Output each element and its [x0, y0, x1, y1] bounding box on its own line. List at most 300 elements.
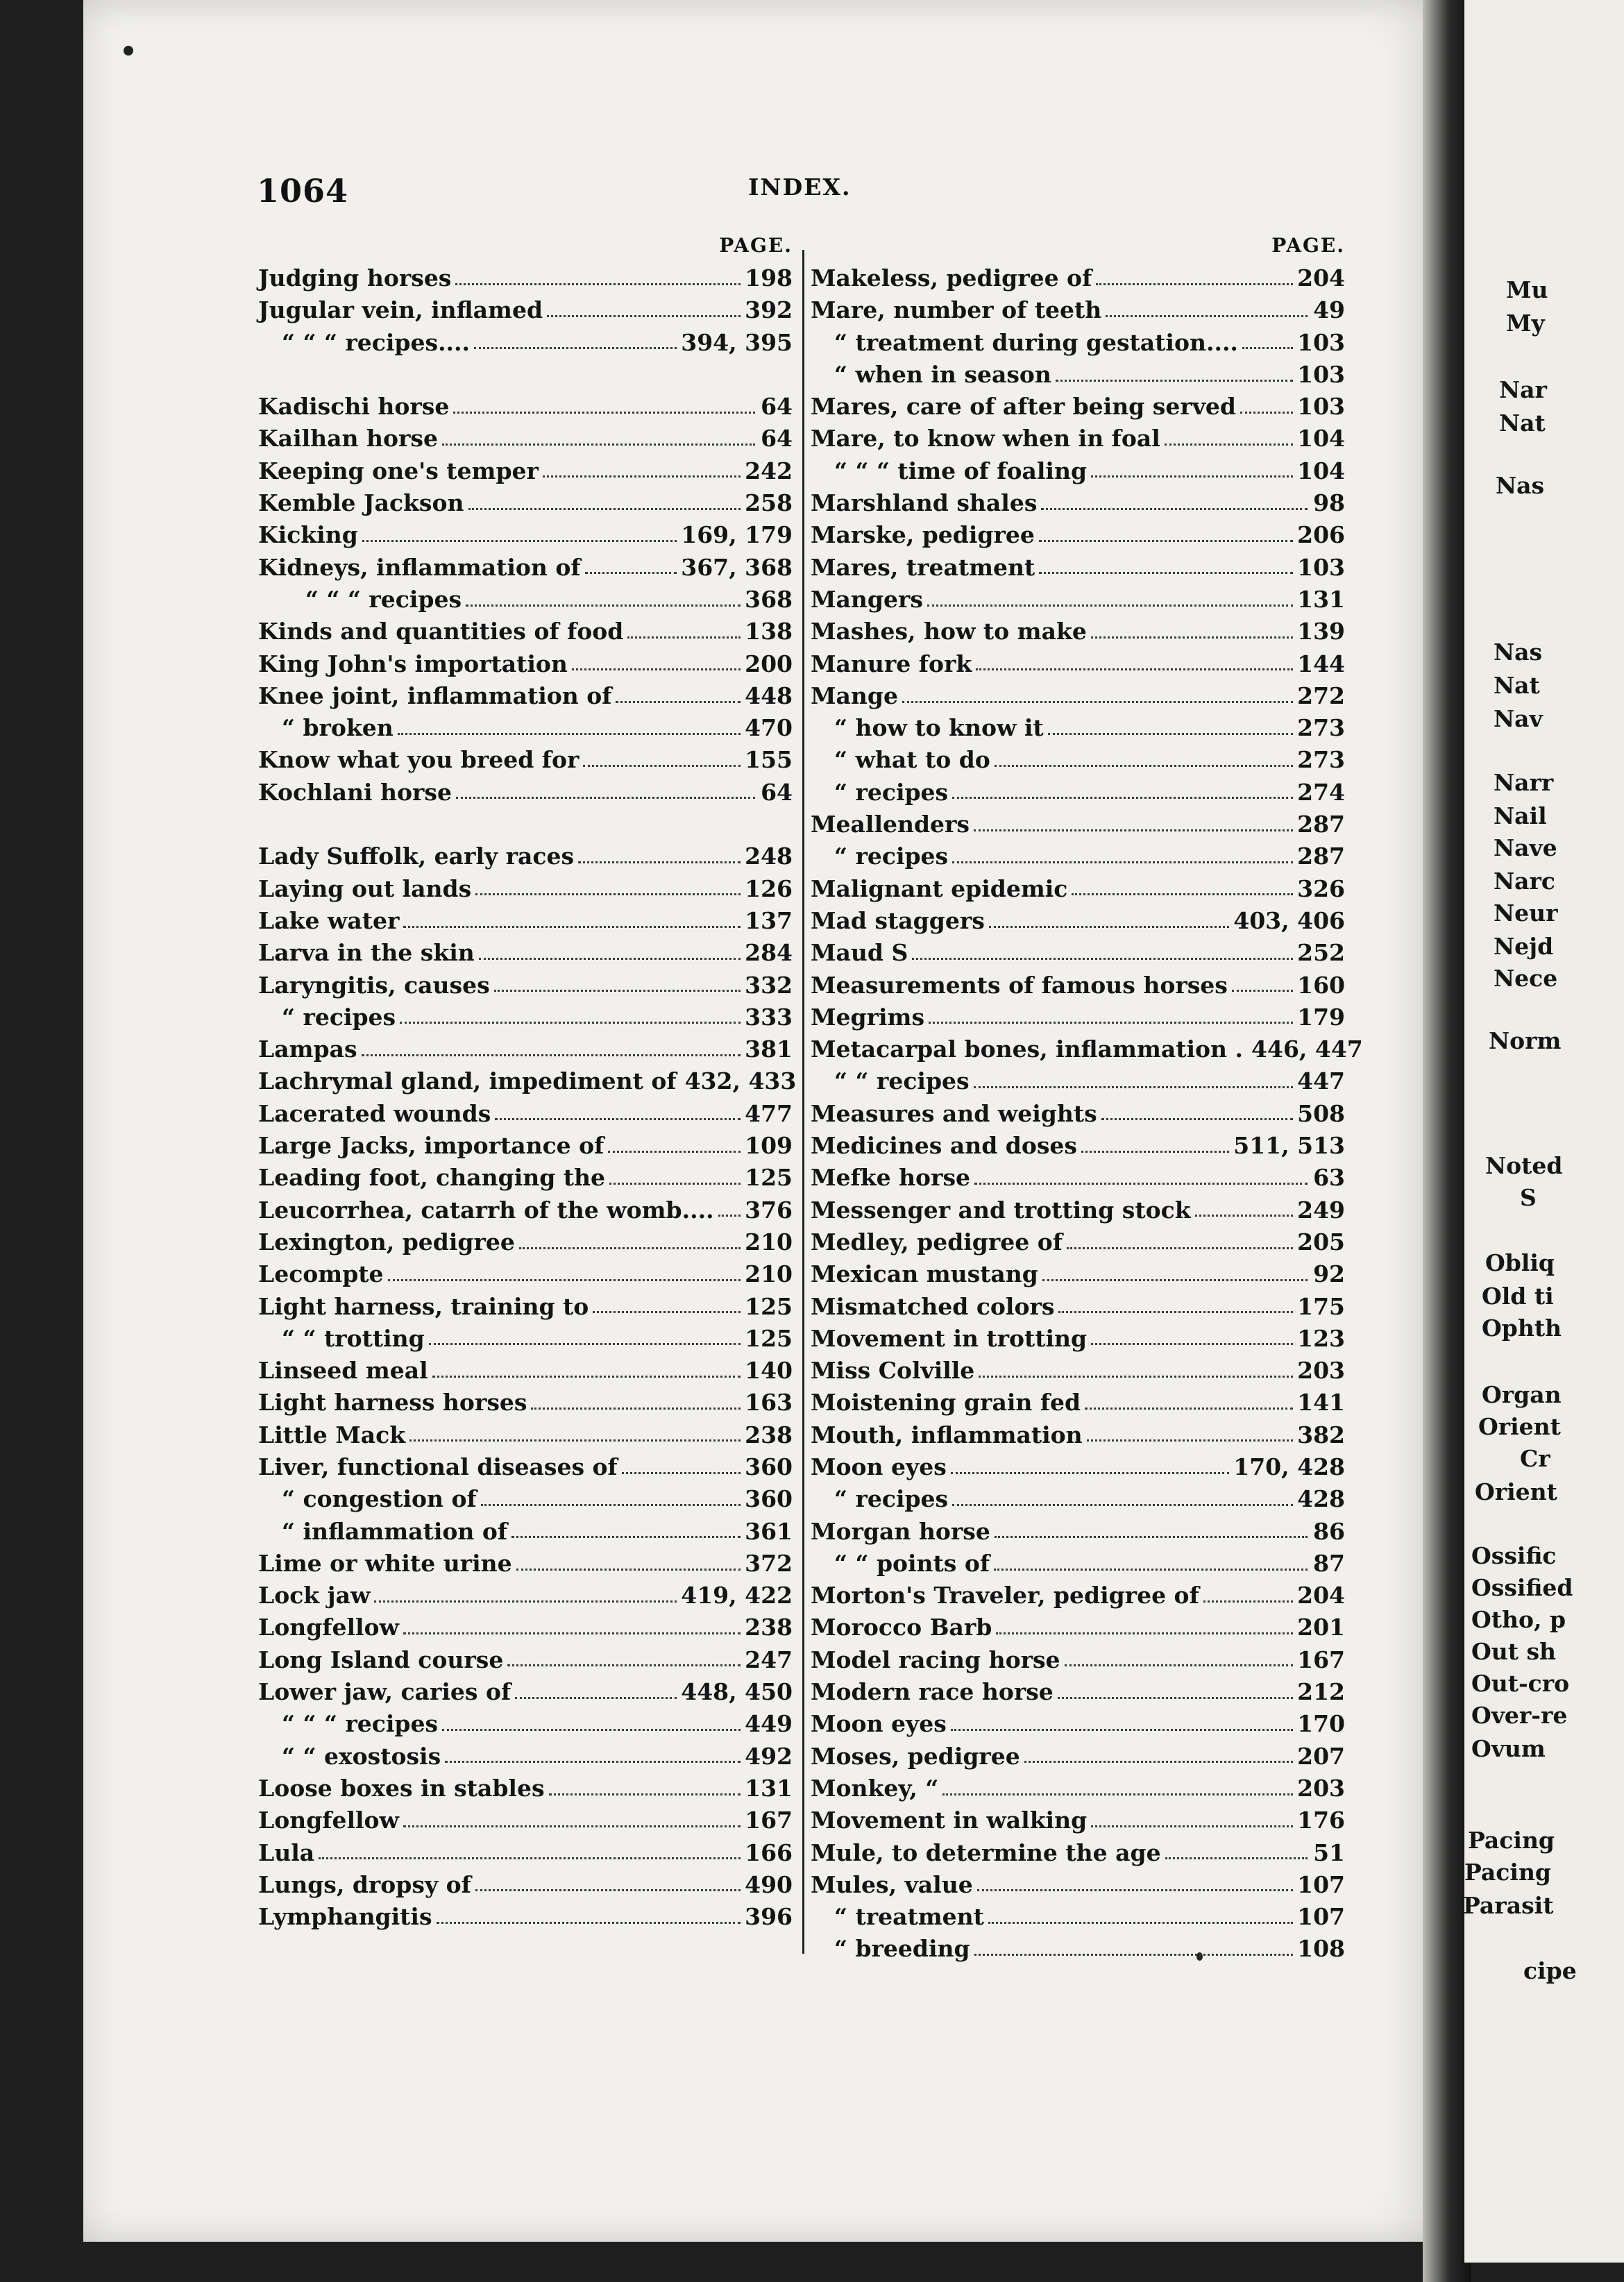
dot-leader	[481, 1504, 741, 1506]
index-entry	[811, 1548, 1345, 1580]
index-entry	[258, 1001, 793, 1033]
index-entry	[811, 1323, 1345, 1355]
index-entry	[811, 1837, 1345, 1869]
entry-label: Lachrymal gland, impediment of	[258, 1067, 677, 1095]
dot-leader	[952, 1504, 1293, 1506]
entry-page-ref: 511, 513	[1233, 1132, 1345, 1160]
entry-label: Lime or white urine	[258, 1549, 512, 1577]
dot-leader	[951, 1729, 1293, 1731]
right-page-fragment: Orient	[1475, 1478, 1557, 1505]
dot-leader	[1165, 1857, 1308, 1859]
dot-leader	[627, 636, 741, 639]
index-entry	[811, 1419, 1345, 1451]
index-entry	[258, 327, 793, 359]
dot-leader	[1041, 508, 1308, 510]
right-page-fragment: Noted	[1485, 1152, 1563, 1179]
index-entry	[258, 840, 793, 872]
entry-label: Linseed meal	[258, 1357, 428, 1385]
entry-page-ref: 126	[745, 874, 793, 902]
dot-leader	[1048, 733, 1293, 735]
index-entry	[811, 455, 1345, 487]
dot-leader	[578, 861, 741, 863]
index-entry	[258, 1451, 793, 1483]
index-entry	[811, 1258, 1345, 1290]
entry-page-ref: 287	[1297, 843, 1345, 870]
index-entry	[811, 1291, 1345, 1323]
dot-leader	[543, 475, 741, 477]
entry-page-ref: 449	[745, 1710, 793, 1738]
index-entry	[811, 1612, 1345, 1643]
entry-label: “ inflammation of	[282, 1517, 508, 1545]
entry-label: Liver, functional diseases of	[258, 1453, 618, 1480]
dot-leader	[1242, 347, 1293, 349]
dot-leader	[1232, 990, 1293, 992]
dot-leader	[515, 1697, 677, 1699]
entry-page-ref: 332	[745, 971, 793, 999]
entry-page-ref: 175	[1297, 1292, 1345, 1320]
dot-leader	[445, 1761, 741, 1763]
right-page-fragment: Nar	[1499, 376, 1547, 403]
right-page-fragments	[1463, 0, 1624, 2282]
entry-page-ref: 207	[1297, 1742, 1345, 1770]
dot-leader	[616, 701, 741, 703]
entry-page-ref: 392	[745, 296, 793, 324]
entry-page-ref: 258	[745, 489, 793, 517]
entry-label: Morton's Traveler, pedigree of	[811, 1582, 1199, 1609]
entry-page-ref: 169, 179	[681, 521, 793, 549]
entry-label: Mexican mustang	[811, 1260, 1038, 1288]
index-entry	[258, 1323, 793, 1355]
entry-label: Mare, to know when in foal	[811, 425, 1160, 453]
index-entry	[258, 1773, 793, 1805]
entry-label: Medicines and doses	[811, 1132, 1077, 1160]
right-page-fragment: Out sh	[1471, 1638, 1557, 1665]
entry-label: Knee joint, inflammation of	[258, 682, 612, 709]
entry-label: Messenger and trotting stock	[811, 1196, 1191, 1224]
entry-page-ref: 432, 433	[684, 1067, 797, 1095]
entry-page-ref: 167	[745, 1807, 793, 1834]
entry-label: Loose boxes in stables	[258, 1774, 545, 1802]
dot-leader	[718, 1215, 741, 1217]
entry-page-ref: 508	[1297, 1099, 1345, 1127]
right-page-fragment: Nas	[1494, 639, 1543, 666]
dot-leader	[516, 1569, 741, 1571]
dot-leader	[495, 1118, 741, 1120]
entry-label: Measures and weights	[811, 1099, 1097, 1127]
entry-page-ref: 103	[1297, 328, 1345, 356]
right-page-fragment: Cr	[1520, 1445, 1550, 1472]
index-entry	[258, 391, 793, 423]
dot-leader	[547, 315, 741, 317]
entry-page-ref: 448	[745, 682, 793, 709]
entry-page-ref: 333	[745, 1003, 793, 1031]
index-entry	[811, 519, 1345, 551]
dot-leader	[995, 1536, 1308, 1538]
entry-page-ref: 170, 428	[1233, 1453, 1345, 1480]
page-number: 1064	[257, 172, 349, 210]
dot-leader	[622, 1472, 741, 1474]
index-entry	[811, 905, 1345, 937]
entry-label: Metacarpal bones, inflammation .	[811, 1036, 1244, 1063]
entry-label: Kochlani horse	[258, 778, 452, 806]
entry-label: Morgan horse	[811, 1517, 990, 1545]
dot-leader	[1024, 1761, 1293, 1763]
index-entry	[811, 1355, 1345, 1387]
entry-page-ref: 247	[745, 1646, 793, 1673]
entry-page-ref: 108	[1297, 1935, 1345, 1963]
entry-label: Lampas	[258, 1036, 357, 1063]
index-entry	[258, 1130, 793, 1162]
dot-leader	[1195, 1215, 1294, 1217]
index-entry	[811, 1708, 1345, 1740]
dot-leader	[409, 1439, 741, 1442]
column-head: PAGE.	[719, 234, 793, 257]
index-entry	[258, 1708, 793, 1740]
index-entry	[811, 1933, 1345, 1965]
entry-label: Movement in walking	[811, 1807, 1088, 1834]
entry-label: “ “ exostosis	[282, 1742, 441, 1770]
entry-list	[811, 262, 1363, 1966]
entry-page-ref: 125	[745, 1292, 793, 1320]
right-page-fragment: Nece	[1494, 965, 1558, 992]
index-entry	[258, 680, 793, 712]
entry-label: Lake water	[258, 906, 400, 934]
dot-leader	[442, 1729, 741, 1731]
dot-leader	[1096, 283, 1293, 285]
entry-page-ref: 376	[745, 1196, 793, 1224]
dot-leader	[572, 668, 741, 670]
index-entry	[811, 809, 1345, 840]
entry-page-ref: 206	[1297, 521, 1345, 549]
dot-leader	[1058, 1311, 1293, 1313]
index-column-left	[258, 229, 797, 1933]
index-entry	[811, 1098, 1345, 1130]
dot-leader	[942, 1793, 1293, 1795]
entry-page-ref: 446, 447	[1251, 1036, 1363, 1063]
entry-label: Lecompte	[258, 1260, 384, 1288]
entry-page-ref: 248	[745, 843, 793, 870]
entry-page-ref: 382	[1297, 1421, 1345, 1448]
entry-page-ref: 64	[761, 778, 793, 806]
entry-page-ref: 203	[1297, 1774, 1345, 1802]
entry-label: Judging horses	[258, 264, 452, 291]
entry-page-ref: 381	[745, 1036, 793, 1063]
entry-label: Jugular vein, inflamed	[258, 296, 543, 324]
index-entry	[258, 712, 793, 744]
entry-label: Moon eyes	[811, 1453, 947, 1480]
entry-label: Little Mack	[258, 1421, 406, 1448]
entry-label: “ what to do	[834, 746, 990, 774]
entry-page-ref: 49	[1313, 296, 1345, 324]
entry-label: “ congestion of	[282, 1485, 477, 1513]
right-page-fragment: Out-cro	[1471, 1670, 1570, 1697]
entry-page-ref: 51	[1313, 1839, 1345, 1866]
entry-page-ref: 104	[1297, 457, 1345, 484]
index-entry	[258, 487, 793, 519]
entry-page-ref: 212	[1297, 1678, 1345, 1706]
index-entry	[811, 648, 1345, 680]
right-page-fragment: Ossified	[1471, 1574, 1573, 1601]
index-entry	[811, 1869, 1345, 1901]
entry-label: Mashes, how to make	[811, 618, 1087, 645]
dot-leader	[1065, 1664, 1294, 1666]
dot-leader	[1056, 380, 1293, 382]
index-entry	[258, 1355, 793, 1387]
index-spacer	[258, 809, 793, 840]
entry-label: Kicking	[258, 521, 358, 549]
entry-page-ref: 125	[745, 1164, 793, 1192]
column-rule	[802, 250, 804, 1954]
entry-label: Larva in the skin	[258, 939, 475, 967]
entry-page-ref: 64	[761, 393, 793, 421]
right-page-fragment: cipe	[1523, 1957, 1577, 1984]
index-entry	[258, 552, 793, 584]
right-page-fragment: Neur	[1494, 899, 1558, 927]
dot-leader	[1085, 1408, 1293, 1410]
index-entry	[811, 1194, 1345, 1226]
entry-label: “ “ trotting	[282, 1324, 425, 1352]
dot-leader	[1058, 1697, 1293, 1699]
index-entry	[258, 1194, 793, 1226]
entry-label: Laying out lands	[258, 874, 472, 902]
entry-label: “ “ “ recipes	[282, 1710, 439, 1738]
entry-page-ref: 123	[1297, 1324, 1345, 1352]
right-page-fragment: Nas	[1496, 472, 1545, 499]
entry-page-ref: 160	[1297, 971, 1345, 999]
dot-leader	[952, 861, 1293, 863]
entry-label: Kailhan horse	[258, 425, 438, 453]
right-page-fragment: Obliq	[1485, 1249, 1555, 1276]
dot-leader	[1042, 1279, 1308, 1281]
entry-label: Miss Colville	[811, 1357, 975, 1385]
entry-page-ref: 137	[745, 906, 793, 934]
index-entry	[258, 455, 793, 487]
entry-page-ref: 242	[745, 457, 793, 484]
index-entry	[811, 873, 1345, 905]
entry-page-ref: 166	[745, 1839, 793, 1866]
dot-leader	[403, 926, 741, 928]
dot-leader	[507, 1664, 741, 1666]
index-entry	[811, 680, 1345, 712]
entry-page-ref: 448, 450	[681, 1678, 793, 1706]
entry-page-ref: 198	[745, 264, 793, 291]
entry-label: “ “ “ time of foaling	[834, 457, 1088, 484]
entry-label: “ breeding	[834, 1935, 970, 1963]
index-entry	[811, 584, 1345, 616]
dot-leader	[974, 1183, 1308, 1185]
entry-page-ref: 396	[745, 1903, 793, 1931]
dot-leader	[511, 1536, 741, 1538]
entry-page-ref: 125	[745, 1324, 793, 1352]
index-entry	[258, 937, 793, 969]
dot-leader	[912, 958, 1293, 960]
entry-page-ref: 155	[745, 746, 793, 774]
entry-label: Lymphangitis	[258, 1903, 432, 1931]
dot-leader	[456, 797, 755, 799]
entry-page-ref: 201	[1297, 1614, 1345, 1641]
index-entry	[258, 648, 793, 680]
entry-label: Kemble Jackson	[258, 489, 464, 517]
dot-leader	[549, 1793, 741, 1795]
entry-page-ref: 131	[745, 1774, 793, 1802]
right-page-fragment: Mu	[1506, 276, 1548, 303]
index-entry	[258, 1901, 793, 1933]
entry-page-ref: 204	[1297, 1582, 1345, 1609]
running-head: INDEX.	[748, 174, 852, 201]
entry-label: “ “ “ recipes....	[282, 328, 471, 356]
index-spacer	[258, 359, 793, 391]
entry-page-ref: 139	[1297, 618, 1345, 645]
entry-label: Keeping one's temper	[258, 457, 539, 484]
index-entry	[811, 1901, 1345, 1933]
index-entry	[258, 1516, 793, 1548]
dot-leader	[455, 283, 741, 285]
entry-page-ref: 205	[1297, 1228, 1345, 1256]
index-entry	[258, 1258, 793, 1290]
entry-label: Light harness horses	[258, 1389, 527, 1417]
dot-leader	[977, 1889, 1293, 1891]
entry-label: Marske, pedigree	[811, 521, 1035, 549]
index-entry	[811, 937, 1345, 969]
dot-leader	[388, 1279, 741, 1281]
index-entry	[811, 777, 1345, 809]
entry-page-ref: 360	[745, 1485, 793, 1513]
right-page-fragment: Old ti	[1482, 1283, 1554, 1310]
entry-page-ref: 274	[1297, 778, 1345, 806]
index-entry	[258, 1065, 797, 1097]
ink-speck	[124, 46, 133, 56]
entry-label: “ “ points of	[834, 1549, 990, 1577]
index-entry	[811, 1741, 1345, 1773]
entry-page-ref: 103	[1297, 393, 1345, 421]
entry-label: Monkey, “	[811, 1774, 939, 1802]
entry-page-ref: 428	[1297, 1485, 1345, 1513]
dot-leader	[466, 605, 741, 607]
entry-label: Medley, pedigree of	[811, 1228, 1063, 1256]
entry-label: Lacerated wounds	[258, 1099, 491, 1127]
entry-page-ref: 104	[1297, 425, 1345, 453]
entry-label: Mule, to determine the age	[811, 1839, 1161, 1866]
entry-page-ref: 87	[1313, 1549, 1345, 1577]
entry-page-ref: 103	[1297, 553, 1345, 581]
entry-label: Moses, pedigree	[811, 1742, 1020, 1770]
entry-page-ref: 492	[745, 1742, 793, 1770]
index-entry	[258, 1676, 793, 1708]
index-entry	[258, 1612, 793, 1643]
dot-leader	[1091, 1825, 1293, 1827]
index-entry	[811, 1773, 1345, 1805]
index-entry	[811, 840, 1345, 872]
entry-label: Mares, care of after being served	[811, 393, 1236, 421]
entry-page-ref: 238	[745, 1614, 793, 1641]
entry-page-ref: 238	[745, 1421, 793, 1448]
entry-label: Kadischi horse	[258, 393, 450, 421]
entry-label: Lula	[258, 1839, 315, 1866]
entry-label: Leading foot, changing the	[258, 1164, 606, 1192]
index-entry	[811, 1676, 1345, 1708]
entry-page-ref: 361	[745, 1517, 793, 1545]
entry-label: Model racing horse	[811, 1646, 1060, 1673]
entry-page-ref: 103	[1297, 360, 1345, 388]
entry-label: Meallenders	[811, 811, 970, 838]
entry-label: Kidneys, inflammation of	[258, 553, 581, 581]
dot-leader	[1091, 475, 1293, 477]
index-entry	[811, 1483, 1345, 1515]
index-entry	[258, 1483, 793, 1515]
entry-page-ref: 167	[1297, 1646, 1345, 1673]
entry-page-ref: 179	[1297, 1003, 1345, 1031]
dot-leader	[988, 1922, 1293, 1924]
dot-leader	[952, 797, 1293, 799]
entry-label: Lexington, pedigree	[258, 1228, 515, 1256]
dot-leader	[429, 1343, 741, 1345]
index-entry	[811, 1387, 1345, 1419]
entry-label: Moon eyes	[811, 1710, 947, 1738]
entry-page-ref: 326	[1297, 874, 1345, 902]
dot-leader	[1106, 315, 1308, 317]
entry-label: Lock jaw	[258, 1582, 371, 1609]
right-page-fragment: Organ	[1482, 1381, 1562, 1408]
entry-page-ref: 64	[761, 425, 793, 453]
dot-leader	[1039, 572, 1293, 574]
index-entry	[258, 1837, 793, 1869]
right-page-fragment: Pacing	[1464, 1859, 1552, 1886]
index-entry	[811, 1065, 1345, 1097]
dot-leader	[1203, 1600, 1293, 1603]
entry-page-ref: 372	[745, 1549, 793, 1577]
dot-leader	[974, 829, 1293, 831]
index-entry	[811, 487, 1345, 519]
entry-page-ref: 273	[1297, 746, 1345, 774]
right-page-fragment: Otho, p	[1471, 1606, 1566, 1633]
entry-label: Megrims	[811, 1003, 925, 1031]
index-entry	[258, 1741, 793, 1773]
right-page-fragment: Nav	[1494, 705, 1543, 732]
dot-leader	[974, 1954, 1294, 1956]
index-entry	[258, 1387, 793, 1419]
index-entry	[811, 359, 1345, 391]
dot-leader	[475, 893, 741, 895]
dot-leader	[319, 1857, 741, 1859]
entry-label: Mules, value	[811, 1870, 973, 1898]
right-page-fragment: S	[1520, 1184, 1537, 1211]
entry-page-ref: 200	[745, 650, 793, 677]
right-page-fragment: Nat	[1499, 409, 1546, 437]
dot-leader	[929, 1022, 1293, 1024]
entry-label: Makeless, pedigree of	[811, 264, 1092, 291]
dot-leader	[1039, 540, 1293, 542]
dot-leader	[474, 347, 677, 349]
dot-leader	[974, 1086, 1294, 1088]
index-entry	[811, 1162, 1345, 1194]
dot-leader	[951, 1472, 1229, 1474]
dot-leader	[1101, 1118, 1293, 1120]
entry-page-ref: 109	[745, 1132, 793, 1160]
dot-leader	[1087, 1439, 1293, 1442]
entry-page-ref: 170	[1297, 1710, 1345, 1738]
entry-label: Know what you breed for	[258, 746, 580, 774]
right-page-fragment: Ophth	[1482, 1315, 1562, 1342]
entry-page-ref: 470	[745, 714, 793, 742]
right-page-fragment: Narc	[1494, 868, 1556, 895]
right-page-fragment: Nat	[1494, 672, 1540, 699]
entry-label: “ broken	[282, 714, 394, 742]
entry-label: “ “ recipes	[834, 1067, 970, 1095]
entry-page-ref: 210	[745, 1260, 793, 1288]
entry-label: Manure fork	[811, 650, 972, 677]
entry-label: “ recipes	[834, 843, 949, 870]
dot-leader	[400, 1022, 741, 1024]
